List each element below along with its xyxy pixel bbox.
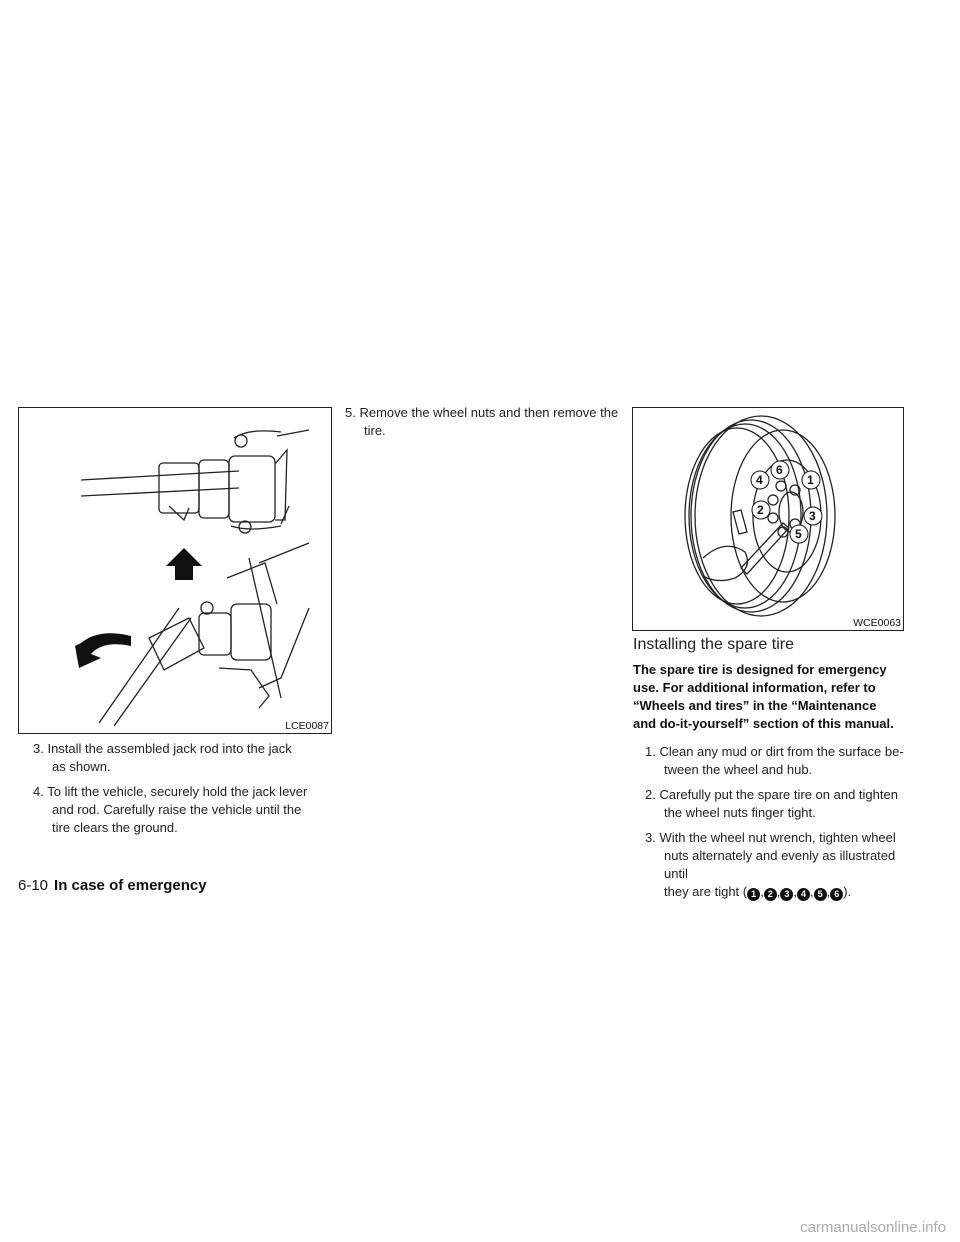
wheel-label-4: 4: [756, 473, 763, 487]
figure-code: WCE0063: [853, 617, 901, 629]
chapter-title: In case of emergency: [54, 877, 207, 894]
jack-illustration: [19, 408, 331, 733]
watermark: carmanualsonline.info: [800, 1219, 946, 1236]
curved-arrow-icon: [75, 633, 131, 668]
step-4-jack: 4. To lift the vehicle, securely hold the jack lever and rod. Carefully raise the vehicle until the tire clears the ground.: [33, 784, 308, 835]
step-2-put-on: 2. Carefully put the spare tire on and tighten the wheel nuts finger tight.: [645, 787, 898, 820]
intro-paragraph: The spare tire is designed for emergency use. For additional information, refer to “Wheels and tires” in the “Maintenance and do-it-yourself” section of this manual.: [633, 662, 894, 731]
wheel-label-3: 3: [809, 509, 816, 523]
order-6-icon: 6: [830, 888, 843, 901]
order-3-icon: 3: [780, 888, 793, 901]
tighten-order-line: they are tight ( 1 , 2 , 3 , 4 , 5 , 6 ).: [664, 884, 852, 899]
wheel-label-5: 5: [795, 527, 802, 541]
section-heading: Installing the spare tire: [633, 636, 794, 653]
wheel-illustration: [633, 408, 903, 630]
step-5-remove: 5. Remove the wheel nuts and then remove the tire.: [345, 405, 619, 438]
order-4-icon: 4: [797, 888, 810, 901]
step-3-jack: 3. Install the assembled jack rod into the jack as shown.: [33, 741, 292, 774]
step-3-tighten: 3. With the wheel nut wrench, tighten wheel nuts alternately and evenly as illustrated until they are tight ( 1 , 2 , 3 , 4 , 5 , 6 ).: [645, 829, 907, 901]
page-footer: [18, 877, 207, 894]
wheel-label-1: 1: [807, 473, 814, 487]
figure-code: LCE0087: [285, 720, 329, 732]
wheel-label-6: 6: [776, 463, 783, 477]
jack-figure: [18, 407, 332, 734]
step-1-clean: 1. Clean any mud or dirt from the surface be- tween the wheel and hub.: [645, 744, 904, 777]
up-arrow-icon: [166, 548, 202, 580]
page-number: 6-10: [18, 877, 49, 894]
wheel-label-2: 2: [757, 503, 764, 517]
order-2-icon: 2: [764, 888, 777, 901]
order-1-icon: 1: [747, 888, 760, 901]
wheel-figure: [632, 407, 904, 631]
order-5-icon: 5: [814, 888, 827, 901]
